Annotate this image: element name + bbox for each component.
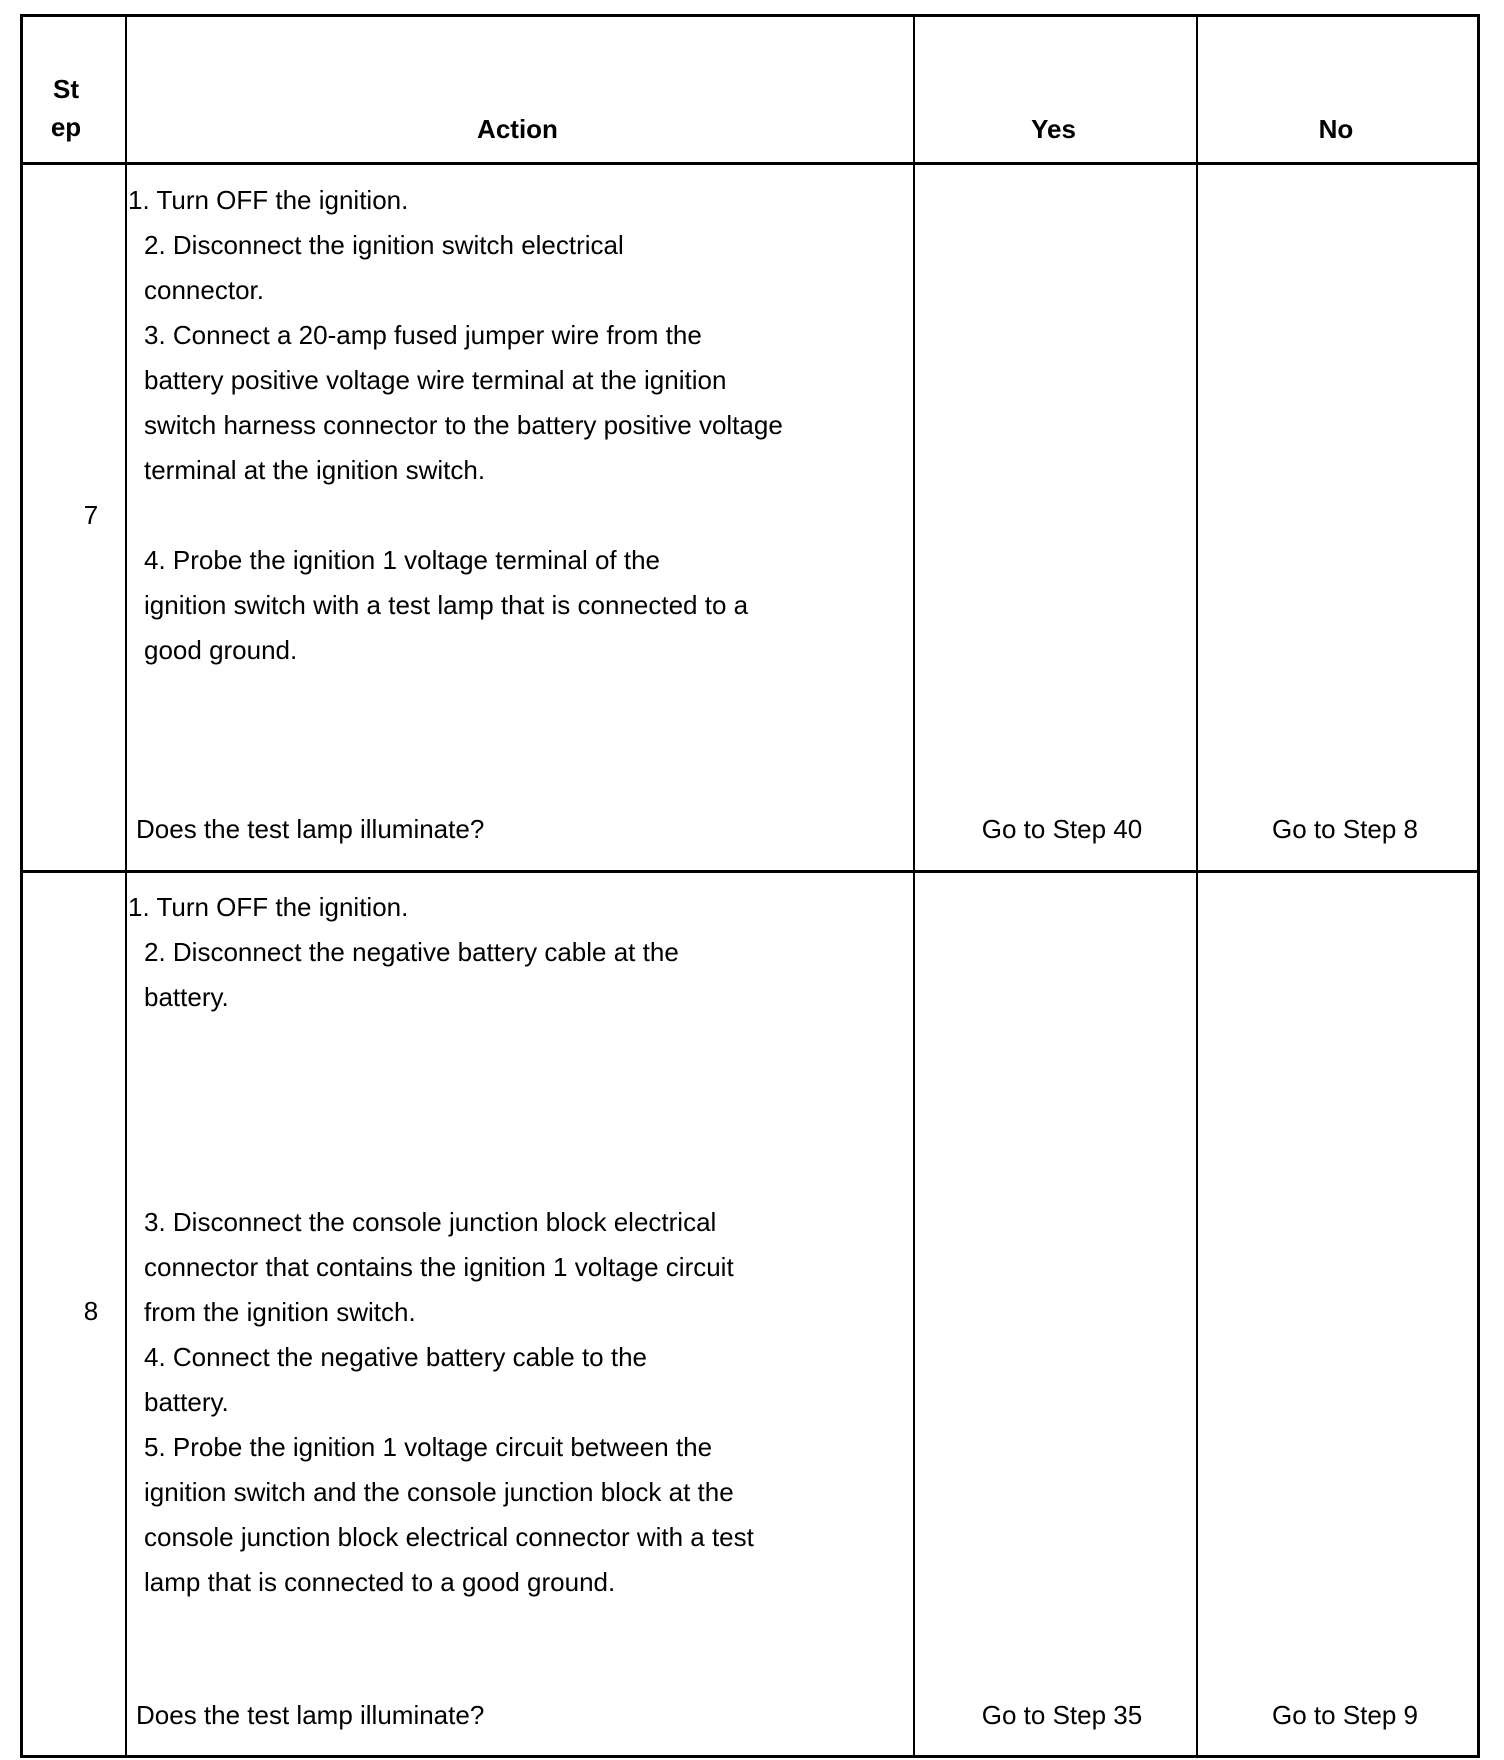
action-line: connector that contains the ignition 1 voltage circuit <box>144 1252 734 1282</box>
yes-result: Go to Step 40 <box>981 814 1143 844</box>
header-yes: Yes <box>1031 114 1076 144</box>
row-divider <box>23 870 1477 873</box>
action-line: ignition switch with a test lamp that is connected to a <box>144 590 749 620</box>
action-line: battery. <box>144 982 229 1012</box>
action-line: battery. <box>144 1387 229 1417</box>
header-divider <box>23 162 1477 165</box>
column-divider-yes <box>1196 17 1198 1755</box>
action-line: 1. Turn OFF the ignition. <box>128 185 409 215</box>
header-step-line-2: ep <box>50 112 82 142</box>
action-line: connector. <box>144 275 264 305</box>
action-line: 5. Probe the ignition 1 voltage circuit between the <box>144 1432 713 1462</box>
action-line: 4. Connect the negative battery cable to the <box>144 1342 648 1372</box>
step-number: 8 <box>83 1296 99 1326</box>
action-line: 2. Disconnect the ignition switch electrical <box>144 230 624 260</box>
action-line: terminal at the ignition switch. <box>144 455 486 485</box>
step-number: 7 <box>83 500 99 530</box>
action-line: switch harness connector to the battery positive voltage <box>144 410 783 440</box>
action-line: 3. Connect a 20-amp fused jumper wire from the <box>144 320 702 350</box>
action-line: 1. Turn OFF the ignition. <box>128 892 409 922</box>
action-line: 2. Disconnect the negative battery cable at the <box>144 937 679 967</box>
header-no: No <box>1318 114 1354 144</box>
header-step <box>43 70 89 146</box>
column-divider-action <box>913 17 915 1755</box>
yes-result: Go to Step 35 <box>981 1700 1143 1730</box>
header-step-line-1: St <box>53 74 79 104</box>
action-line: 3. Disconnect the console junction block electrical <box>144 1207 717 1237</box>
column-divider-step <box>125 17 127 1755</box>
action-line: battery positive voltage wire terminal at the ignition <box>144 365 727 395</box>
header-action: Action <box>477 114 558 144</box>
action-line: from the ignition switch. <box>144 1297 416 1327</box>
action-line: console junction block electrical connector with a test <box>144 1522 754 1552</box>
action-question: Does the test lamp illuminate? <box>136 814 485 844</box>
no-result: Go to Step 9 <box>1272 1700 1418 1730</box>
action-steps <box>128 885 754 1605</box>
action-line: ignition switch and the console junction block at the <box>144 1477 734 1507</box>
action-line: lamp that is connected to a good ground. <box>144 1567 616 1597</box>
no-result: Go to Step 8 <box>1272 814 1418 844</box>
action-line: good ground. <box>144 635 298 665</box>
action-question: Does the test lamp illuminate? <box>136 1700 485 1730</box>
action-line: 4. Probe the ignition 1 voltage terminal of the <box>144 545 660 575</box>
action-steps <box>128 178 783 673</box>
